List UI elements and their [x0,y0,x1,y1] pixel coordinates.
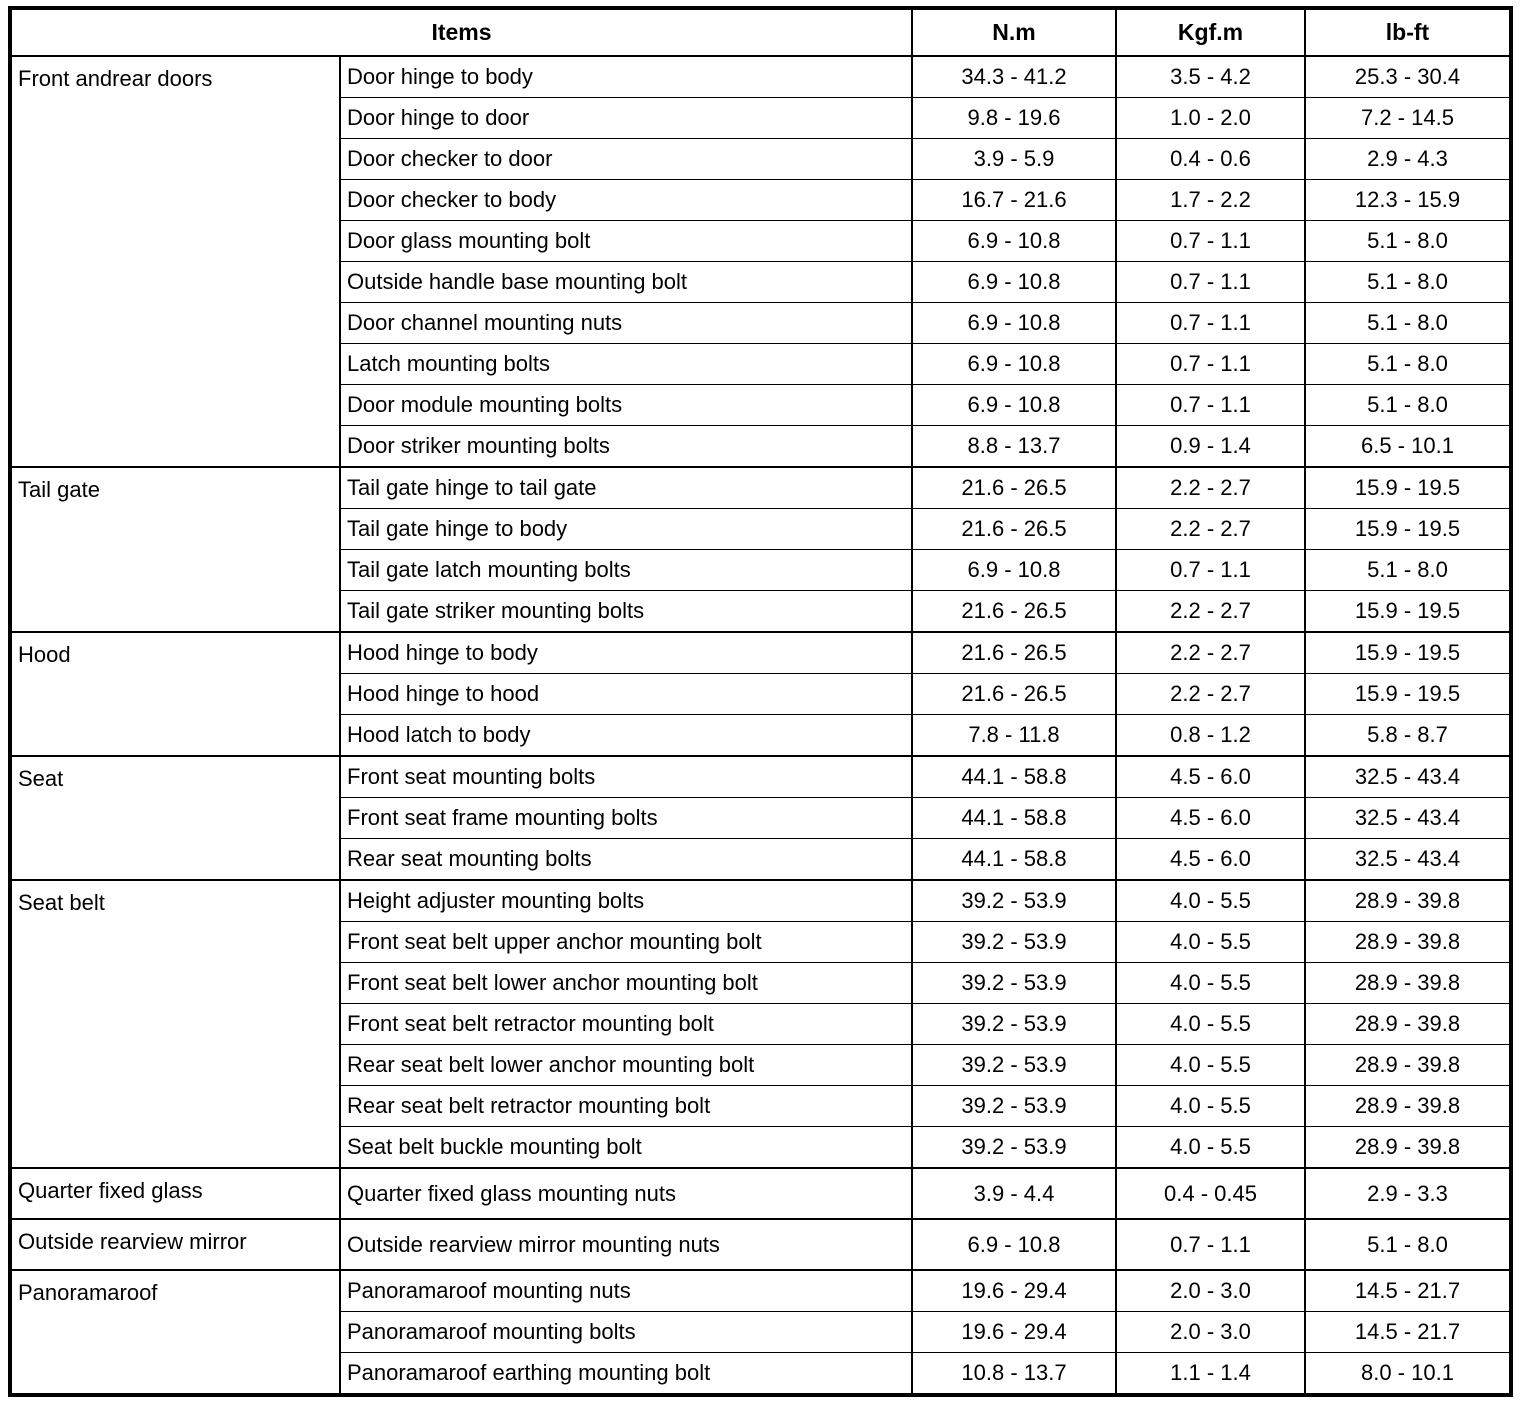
category-cell: Panoramaroof [10,1270,340,1395]
value-cell-kgfm: 0.7 - 1.1 [1116,385,1305,426]
value-cell-kgfm: 0.7 - 1.1 [1116,303,1305,344]
value-cell-nm: 21.6 - 26.5 [912,674,1116,715]
value-cell-kgfm: 0.7 - 1.1 [1116,262,1305,303]
value-cell-lbft: 14.5 - 21.7 [1305,1312,1511,1353]
value-cell-lbft: 5.1 - 8.0 [1305,550,1511,591]
item-cell: Door hinge to door [340,98,912,139]
value-cell-nm: 21.6 - 26.5 [912,467,1116,509]
value-cell-kgfm: 0.9 - 1.4 [1116,426,1305,468]
value-cell-lbft: 2.9 - 4.3 [1305,139,1511,180]
value-cell-nm: 39.2 - 53.9 [912,922,1116,963]
value-cell-kgfm: 4.0 - 5.5 [1116,880,1305,922]
table-row [10,1270,1511,1312]
item-cell: Door checker to body [340,180,912,221]
category-cell: Outside rearview mirror [10,1219,340,1270]
value-cell-kgfm: 4.5 - 6.0 [1116,798,1305,839]
table-body [10,56,1511,1395]
item-cell: Rear seat mounting bolts [340,839,912,881]
value-cell-kgfm: 2.2 - 2.7 [1116,509,1305,550]
value-cell-nm: 6.9 - 10.8 [912,303,1116,344]
value-cell-nm: 21.6 - 26.5 [912,509,1116,550]
value-cell-kgfm: 4.5 - 6.0 [1116,839,1305,881]
value-cell-kgfm: 4.5 - 6.0 [1116,756,1305,798]
value-cell-kgfm: 0.8 - 1.2 [1116,715,1305,757]
table-row [10,56,1511,98]
value-cell-lbft: 6.5 - 10.1 [1305,426,1511,468]
item-cell: Door checker to door [340,139,912,180]
value-cell-nm: 21.6 - 26.5 [912,632,1116,674]
value-cell-lbft: 32.5 - 43.4 [1305,798,1511,839]
value-cell-nm: 6.9 - 10.8 [912,344,1116,385]
item-cell: Quarter fixed glass mounting nuts [340,1168,912,1219]
item-cell: Hood hinge to hood [340,674,912,715]
value-cell-nm: 39.2 - 53.9 [912,963,1116,1004]
value-cell-kgfm: 4.0 - 5.5 [1116,1127,1305,1169]
item-cell: Front seat belt lower anchor mounting bolt [340,963,912,1004]
item-cell: Front seat belt retractor mounting bolt [340,1004,912,1045]
value-cell-nm: 16.7 - 21.6 [912,180,1116,221]
value-cell-kgfm: 1.0 - 2.0 [1116,98,1305,139]
table-row [10,880,1511,922]
value-cell-lbft: 15.9 - 19.5 [1305,632,1511,674]
value-cell-lbft: 5.1 - 8.0 [1305,344,1511,385]
value-cell-kgfm: 0.7 - 1.1 [1116,344,1305,385]
value-cell-lbft: 32.5 - 43.4 [1305,756,1511,798]
category-cell: Tail gate [10,467,340,632]
value-cell-nm: 19.6 - 29.4 [912,1270,1116,1312]
header-nm: N.m [912,8,1116,56]
value-cell-nm: 19.6 - 29.4 [912,1312,1116,1353]
value-cell-nm: 8.8 - 13.7 [912,426,1116,468]
table-row [10,756,1511,798]
item-cell: Front seat belt upper anchor mounting bolt [340,922,912,963]
value-cell-lbft: 28.9 - 39.8 [1305,1086,1511,1127]
torque-spec-table [8,6,1513,1397]
item-cell: Tail gate hinge to tail gate [340,467,912,509]
header-items: Items [10,8,912,56]
value-cell-lbft: 5.1 - 8.0 [1305,303,1511,344]
value-cell-lbft: 15.9 - 19.5 [1305,591,1511,633]
item-cell: Hood hinge to body [340,632,912,674]
header-kgfm: Kgf.m [1116,8,1305,56]
value-cell-nm: 21.6 - 26.5 [912,591,1116,633]
value-cell-kgfm: 1.1 - 1.4 [1116,1353,1305,1396]
item-cell: Rear seat belt lower anchor mounting bolt [340,1045,912,1086]
value-cell-kgfm: 4.0 - 5.5 [1116,922,1305,963]
value-cell-nm: 39.2 - 53.9 [912,1004,1116,1045]
item-cell: Tail gate latch mounting bolts [340,550,912,591]
value-cell-nm: 44.1 - 58.8 [912,798,1116,839]
category-cell: Seat belt [10,880,340,1168]
category-cell: Seat [10,756,340,880]
value-cell-lbft: 28.9 - 39.8 [1305,922,1511,963]
category-cell: Front andrear doors [10,56,340,467]
value-cell-lbft: 5.1 - 8.0 [1305,385,1511,426]
value-cell-kgfm: 4.0 - 5.5 [1116,963,1305,1004]
value-cell-lbft: 14.5 - 21.7 [1305,1270,1511,1312]
item-cell: Outside rearview mirror mounting nuts [340,1219,912,1270]
item-cell: Door striker mounting bolts [340,426,912,468]
value-cell-kgfm: 2.2 - 2.7 [1116,467,1305,509]
value-cell-lbft: 8.0 - 10.1 [1305,1353,1511,1396]
value-cell-kgfm: 4.0 - 5.5 [1116,1045,1305,1086]
value-cell-lbft: 15.9 - 19.5 [1305,674,1511,715]
value-cell-kgfm: 2.2 - 2.7 [1116,591,1305,633]
value-cell-kgfm: 2.2 - 2.7 [1116,674,1305,715]
value-cell-nm: 3.9 - 5.9 [912,139,1116,180]
item-cell: Latch mounting bolts [340,344,912,385]
table-row [10,632,1511,674]
value-cell-nm: 44.1 - 58.8 [912,756,1116,798]
item-cell: Height adjuster mounting bolts [340,880,912,922]
value-cell-nm: 39.2 - 53.9 [912,1045,1116,1086]
value-cell-lbft: 32.5 - 43.4 [1305,839,1511,881]
item-cell: Panoramaroof mounting nuts [340,1270,912,1312]
value-cell-kgfm: 0.7 - 1.1 [1116,550,1305,591]
item-cell: Panoramaroof earthing mounting bolt [340,1353,912,1396]
value-cell-kgfm: 3.5 - 4.2 [1116,56,1305,98]
value-cell-nm: 34.3 - 41.2 [912,56,1116,98]
value-cell-lbft: 28.9 - 39.8 [1305,1127,1511,1169]
table-row [10,467,1511,509]
item-cell: Door module mounting bolts [340,385,912,426]
value-cell-lbft: 12.3 - 15.9 [1305,180,1511,221]
value-cell-nm: 39.2 - 53.9 [912,1086,1116,1127]
value-cell-nm: 6.9 - 10.8 [912,262,1116,303]
item-cell: Outside handle base mounting bolt [340,262,912,303]
value-cell-kgfm: 0.7 - 1.1 [1116,221,1305,262]
value-cell-lbft: 15.9 - 19.5 [1305,509,1511,550]
value-cell-nm: 39.2 - 53.9 [912,1127,1116,1169]
value-cell-lbft: 28.9 - 39.8 [1305,963,1511,1004]
value-cell-lbft: 25.3 - 30.4 [1305,56,1511,98]
item-cell: Door glass mounting bolt [340,221,912,262]
value-cell-kgfm: 4.0 - 5.5 [1116,1086,1305,1127]
item-cell: Door hinge to body [340,56,912,98]
value-cell-lbft: 7.2 - 14.5 [1305,98,1511,139]
value-cell-kgfm: 2.0 - 3.0 [1116,1312,1305,1353]
value-cell-kgfm: 0.7 - 1.1 [1116,1219,1305,1270]
value-cell-nm: 39.2 - 53.9 [912,880,1116,922]
value-cell-nm: 6.9 - 10.8 [912,385,1116,426]
value-cell-kgfm: 1.7 - 2.2 [1116,180,1305,221]
value-cell-nm: 7.8 - 11.8 [912,715,1116,757]
value-cell-lbft: 5.8 - 8.7 [1305,715,1511,757]
item-cell: Front seat frame mounting bolts [340,798,912,839]
item-cell: Rear seat belt retractor mounting bolt [340,1086,912,1127]
item-cell: Hood latch to body [340,715,912,757]
table-row [10,1219,1511,1270]
value-cell-nm: 10.8 - 13.7 [912,1353,1116,1396]
value-cell-nm: 3.9 - 4.4 [912,1168,1116,1219]
header-row [10,8,1511,56]
header-lbft: lb-ft [1305,8,1511,56]
item-cell: Tail gate hinge to body [340,509,912,550]
value-cell-lbft: 5.1 - 8.0 [1305,262,1511,303]
item-cell: Panoramaroof mounting bolts [340,1312,912,1353]
value-cell-kgfm: 2.2 - 2.7 [1116,632,1305,674]
value-cell-lbft: 15.9 - 19.5 [1305,467,1511,509]
category-cell: Hood [10,632,340,756]
item-cell: Door channel mounting nuts [340,303,912,344]
value-cell-nm: 6.9 - 10.8 [912,1219,1116,1270]
item-cell: Seat belt buckle mounting bolt [340,1127,912,1169]
value-cell-nm: 44.1 - 58.8 [912,839,1116,881]
category-cell: Quarter fixed glass [10,1168,340,1219]
value-cell-lbft: 28.9 - 39.8 [1305,1045,1511,1086]
value-cell-lbft: 5.1 - 8.0 [1305,221,1511,262]
value-cell-nm: 6.9 - 10.8 [912,550,1116,591]
value-cell-lbft: 28.9 - 39.8 [1305,1004,1511,1045]
value-cell-nm: 6.9 - 10.8 [912,221,1116,262]
value-cell-kgfm: 0.4 - 0.6 [1116,139,1305,180]
value-cell-kgfm: 2.0 - 3.0 [1116,1270,1305,1312]
value-cell-lbft: 2.9 - 3.3 [1305,1168,1511,1219]
value-cell-kgfm: 4.0 - 5.5 [1116,1004,1305,1045]
item-cell: Tail gate striker mounting bolts [340,591,912,633]
value-cell-lbft: 28.9 - 39.8 [1305,880,1511,922]
item-cell: Front seat mounting bolts [340,756,912,798]
table-row [10,1168,1511,1219]
value-cell-kgfm: 0.4 - 0.45 [1116,1168,1305,1219]
value-cell-lbft: 5.1 - 8.0 [1305,1219,1511,1270]
value-cell-nm: 9.8 - 19.6 [912,98,1116,139]
